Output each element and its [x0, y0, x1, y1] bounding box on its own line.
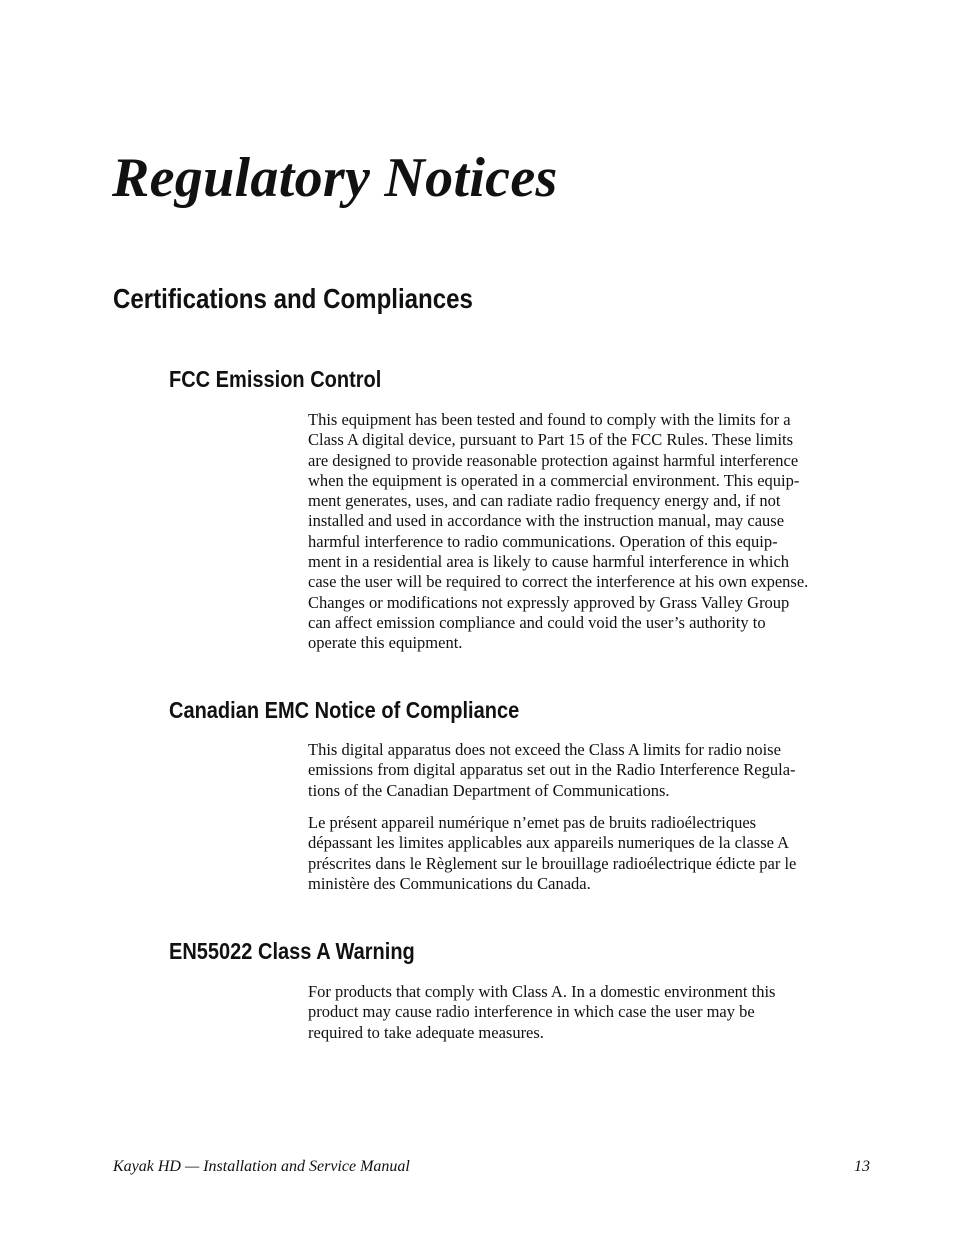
text-line: Changes or modifications not expressly approved by Grass Valley Group — [308, 592, 790, 612]
text-line: ministère des Communications du Canada. — [308, 873, 591, 893]
text-line: can affect emission compliance and could void the user’s authority to — [308, 612, 766, 632]
text-line: are designed to provide reasonable protection against harmful interference — [308, 450, 799, 470]
canadian-paragraph-french — [308, 813, 872, 894]
text-line: emissions from digital apparatus set out in the Radio Interference Regula- — [308, 760, 796, 780]
text-line: product may cause radio interference in which case the user may be — [308, 1002, 755, 1022]
text-line: Le présent appareil numérique n’emet pas de bruits radioélectriques — [308, 813, 757, 832]
text-line: case the user will be required to correct the interference at his own expense. — [308, 572, 809, 592]
fcc-paragraph — [308, 410, 872, 654]
text-line: required to take adequate measures. — [308, 1022, 544, 1042]
text-line: ment generates, uses, and can radiate radio frequency energy and, if not — [308, 491, 781, 511]
footer-page-number: 13 — [854, 1158, 870, 1175]
text-line: This digital apparatus does not exceed the Class A limits for radio noise — [308, 740, 781, 759]
en55022-paragraph — [308, 982, 872, 1043]
text-line: préscrites dans le Règlement sur le brouillage radioélectrique édicte par le — [308, 853, 797, 873]
text-line: installed and used in accordance with the instruction manual, may cause — [308, 511, 785, 531]
en55022-heading: EN55022 Class A Warning — [169, 938, 415, 964]
text-line: harmful interference to radio communications. Operation of this equip- — [308, 531, 778, 551]
section-heading: Certifications and Compliances — [113, 283, 473, 314]
text-line: For products that comply with Class A. In a domestic environment this — [308, 982, 776, 1001]
canadian-heading: Canadian EMC Notice of Compliance — [169, 697, 520, 723]
fcc-heading: FCC Emission Control — [169, 366, 382, 392]
text-line: ment in a residential area is likely to cause harmful interference in which — [308, 552, 790, 572]
text-line: dépassant les limites applicables aux appareils numeriques de la classe A — [308, 833, 790, 853]
text-line: when the equipment is operated in a commercial environment. This equip- — [308, 470, 800, 490]
footer-manual-title: Kayak HD — Installation and Service Manual — [113, 1158, 410, 1175]
text-line: Class A digital device, pursuant to Part 15 of the FCC Rules. These limits — [308, 430, 794, 450]
text-line: This equipment has been tested and found to comply with the limits for a — [308, 410, 791, 429]
page-title: Regulatory Notices — [112, 147, 558, 209]
text-line: operate this equipment. — [308, 633, 463, 653]
text-line: tions of the Canadian Department of Communications. — [308, 780, 670, 800]
canadian-paragraph-english — [308, 740, 872, 801]
